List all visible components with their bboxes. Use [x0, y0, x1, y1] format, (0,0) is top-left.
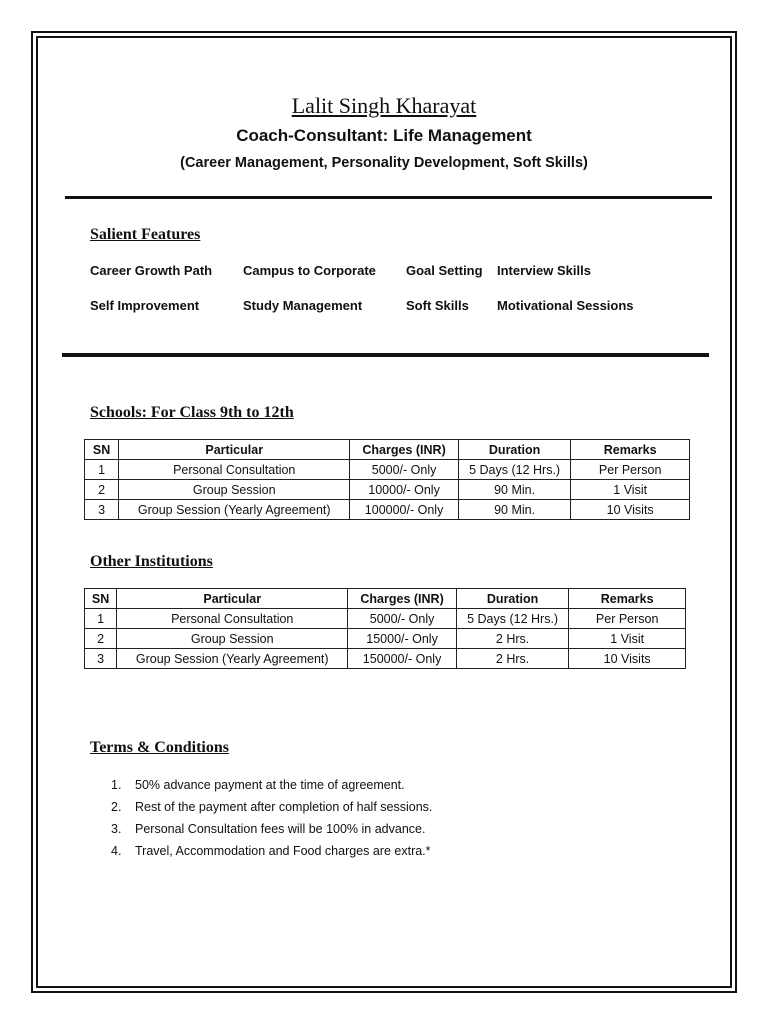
table-cell: Group Session (Yearly Agreement)	[119, 500, 350, 520]
table-cell: 10000/- Only	[350, 480, 459, 500]
table-cell: 1 Visit	[569, 629, 686, 649]
table-cell: 2 Hrs.	[456, 629, 569, 649]
feature-item: Career Growth Path	[90, 263, 213, 278]
list-item	[111, 798, 432, 820]
column-header: Remarks	[569, 589, 686, 609]
section-title-features: Salient Features	[90, 226, 201, 243]
table-header-row	[85, 589, 686, 609]
feature-item: Motivational Sessions	[497, 298, 634, 313]
column-header: Particular	[117, 589, 348, 609]
table-cell: Personal Consultation	[117, 609, 348, 629]
feature-item: Self Improvement	[90, 298, 200, 313]
column-header: Duration	[456, 589, 569, 609]
feature-item: Goal Setting	[406, 263, 483, 278]
list-number: 1.	[111, 778, 122, 792]
table-cell: 1	[85, 609, 117, 629]
table-cell: 15000/- Only	[348, 629, 457, 649]
list-item	[111, 820, 432, 842]
table-cell: 100000/- Only	[350, 500, 459, 520]
table-cell: 5000/- Only	[348, 609, 457, 629]
list-item	[111, 842, 432, 864]
table-row	[85, 629, 686, 649]
table-cell: Personal Consultation	[119, 460, 350, 480]
table-row	[85, 609, 686, 629]
list-text: Rest of the payment after completion of half sessions.	[135, 800, 433, 814]
section-title-institutions: Other Institutions	[90, 553, 213, 570]
list-text: 50% advance payment at the time of agreement.	[135, 778, 405, 792]
table-cell: 2	[85, 480, 119, 500]
table-cell: 5000/- Only	[350, 460, 459, 480]
table-cell: 5 Days (12 Hrs.)	[458, 460, 571, 480]
document-subtitle: Coach-Consultant: Life Management	[236, 126, 532, 145]
column-header: Particular	[119, 440, 350, 460]
table-cell: 10 Visits	[571, 500, 690, 520]
table-row	[85, 649, 686, 669]
table-header-row	[85, 440, 690, 460]
table-cell: 90 Min.	[458, 480, 571, 500]
list-text: Personal Consultation fees will be 100% in advance.	[135, 822, 426, 836]
table-cell: 2	[85, 629, 117, 649]
list-number: 2.	[111, 800, 122, 814]
list-text: Travel, Accommodation and Food charges are extra.*	[135, 844, 431, 858]
table-cell: Group Session	[117, 629, 348, 649]
column-header: Duration	[458, 440, 571, 460]
list-number: 4.	[111, 844, 122, 858]
column-header: Remarks	[571, 440, 690, 460]
table-cell: Group Session (Yearly Agreement)	[117, 649, 348, 669]
table-row	[85, 480, 690, 500]
table-cell: 5 Days (12 Hrs.)	[456, 609, 569, 629]
institutions-fee-table	[84, 588, 686, 669]
column-header: SN	[85, 440, 119, 460]
table-cell: 2 Hrs.	[456, 649, 569, 669]
feature-item: Interview Skills	[497, 263, 591, 278]
column-header: Charges (INR)	[348, 589, 457, 609]
column-header: Charges (INR)	[350, 440, 459, 460]
section-title-schools: Schools: For Class 9th to 12th	[90, 404, 294, 421]
table-cell: Group Session	[119, 480, 350, 500]
document-title: Lalit Singh Kharayat	[291, 93, 477, 118]
section-title-terms: Terms & Conditions	[90, 739, 229, 756]
list-item	[111, 776, 432, 798]
specialization-areas: (Career Management, Personality Development, Soft Skills)	[180, 155, 588, 171]
table-cell: 3	[85, 500, 119, 520]
divider-middle	[62, 353, 709, 357]
schools-fee-table	[84, 439, 690, 520]
table-cell: 1	[85, 460, 119, 480]
feature-item: Study Management	[243, 298, 363, 313]
list-number: 3.	[111, 822, 122, 836]
table-row	[85, 500, 690, 520]
table-row	[85, 460, 690, 480]
feature-item: Campus to Corporate	[243, 263, 376, 278]
terms-list	[111, 776, 432, 864]
table-cell: 150000/- Only	[348, 649, 457, 669]
table-cell: 90 Min.	[458, 500, 571, 520]
table-cell: 1 Visit	[571, 480, 690, 500]
table-cell: Per Person	[569, 609, 686, 629]
table-cell: Per Person	[571, 460, 690, 480]
feature-item: Soft Skills	[406, 298, 469, 313]
divider-top	[65, 196, 712, 199]
column-header: SN	[85, 589, 117, 609]
table-cell: 10 Visits	[569, 649, 686, 669]
table-cell: 3	[85, 649, 117, 669]
